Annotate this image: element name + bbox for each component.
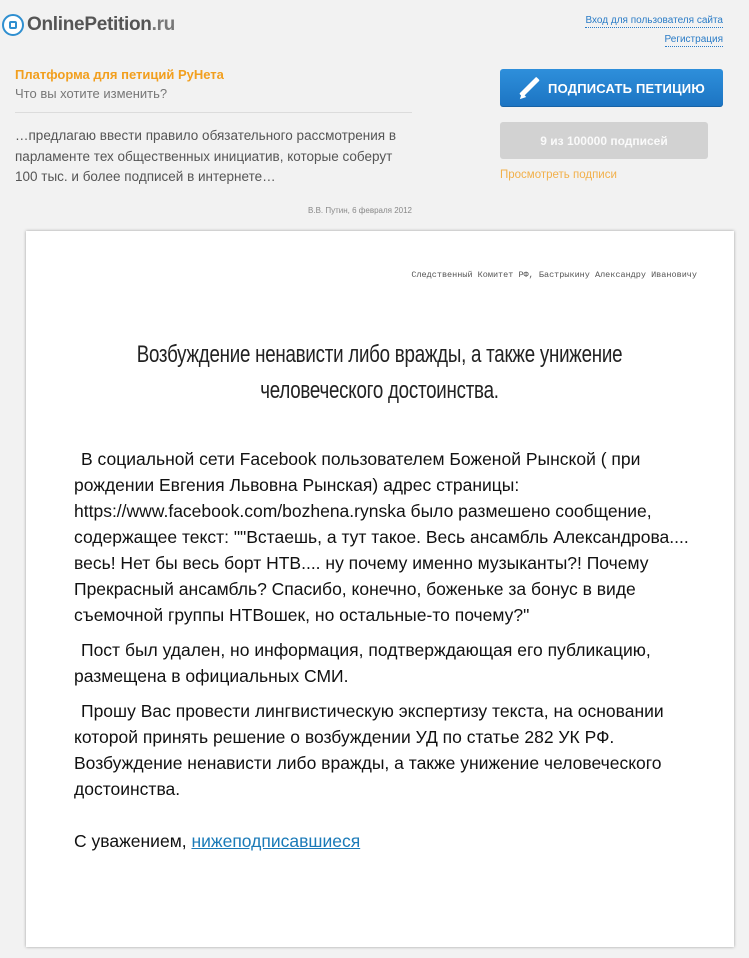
site-logo[interactable] <box>2 14 175 36</box>
petition-body <box>74 446 704 854</box>
closing-prefix: С уважением, <box>74 831 192 851</box>
pencil-icon <box>518 77 540 99</box>
petition-paragraph: Возбуждение ненависти либо вражды, а также унижение человеческого достоинства. <box>74 753 662 799</box>
register-link[interactable]: Регистрация <box>664 34 723 45</box>
divider <box>15 112 412 113</box>
petition-card <box>26 231 734 947</box>
promo-quote: …предлагаю ввести правило обязательного рассмотрения в парламенте тех общественных инициатив, которые соберут 100 тыс. и более подписей в интернете… <box>15 128 396 184</box>
signature-count-badge: 9 из 100000 подписей <box>500 122 708 159</box>
logo-icon <box>2 14 24 36</box>
view-signatures-link[interactable]: Просмотреть подписи <box>500 169 617 181</box>
petition-addressee: Следственный Комитет РФ, Бастрыкину Александру Ивановичу <box>411 270 697 280</box>
petition-closing <box>74 828 704 854</box>
petition-paragraph: Прошу Вас провести лингвистическую экспертизу текста, на основании которой принять решение о возбуждении УД по статье 282 УК РФ. <box>74 701 664 747</box>
signatories-link[interactable]: нижеподписавшиеся <box>191 831 361 851</box>
site-header <box>0 0 749 230</box>
platform-question: Что вы хотите изменить? <box>15 86 168 101</box>
petition-paragraph: Пост был удален, но информация, подтверждающая его публикацию, размещена в официальных СМИ. <box>74 640 651 686</box>
platform-heading: Платформа для петиций РуНета <box>15 67 224 82</box>
user-links <box>585 14 723 47</box>
sign-button-label: ПОДПИСАТЬ ПЕТИЦИЮ <box>548 80 705 96</box>
petition-title: Возбуждение ненависти либо вражды, а также унижение человеческого достоинства. <box>136 341 623 404</box>
petition-paragraph: В социальной сети Facebook пользователем Боженой Рынской ( при рождении Евгения Львовна Рынская) адрес страницы: https://www.facebook.com/bozhena.rynska было размешено сообщение, содержащее текст: ""Встаешь, а тут такое. Весь ансамбль Александрова.... весь! Нет бы весь борт НТВ.... ну почему именно музыканты?! Почему Прекрасный ансамбль? Спасибо, конечно, боженьке за бонус в виде съемочной группы НТВошек, но остальные-то почему?" <box>74 449 689 625</box>
sign-petition-button[interactable] <box>500 69 723 107</box>
login-link[interactable]: Вход для пользователя сайта <box>585 15 723 26</box>
logo-text: OnlinePetition.ru <box>27 14 175 35</box>
quote-author: В.В. Путин, 6 февраля 2012 <box>308 206 412 215</box>
